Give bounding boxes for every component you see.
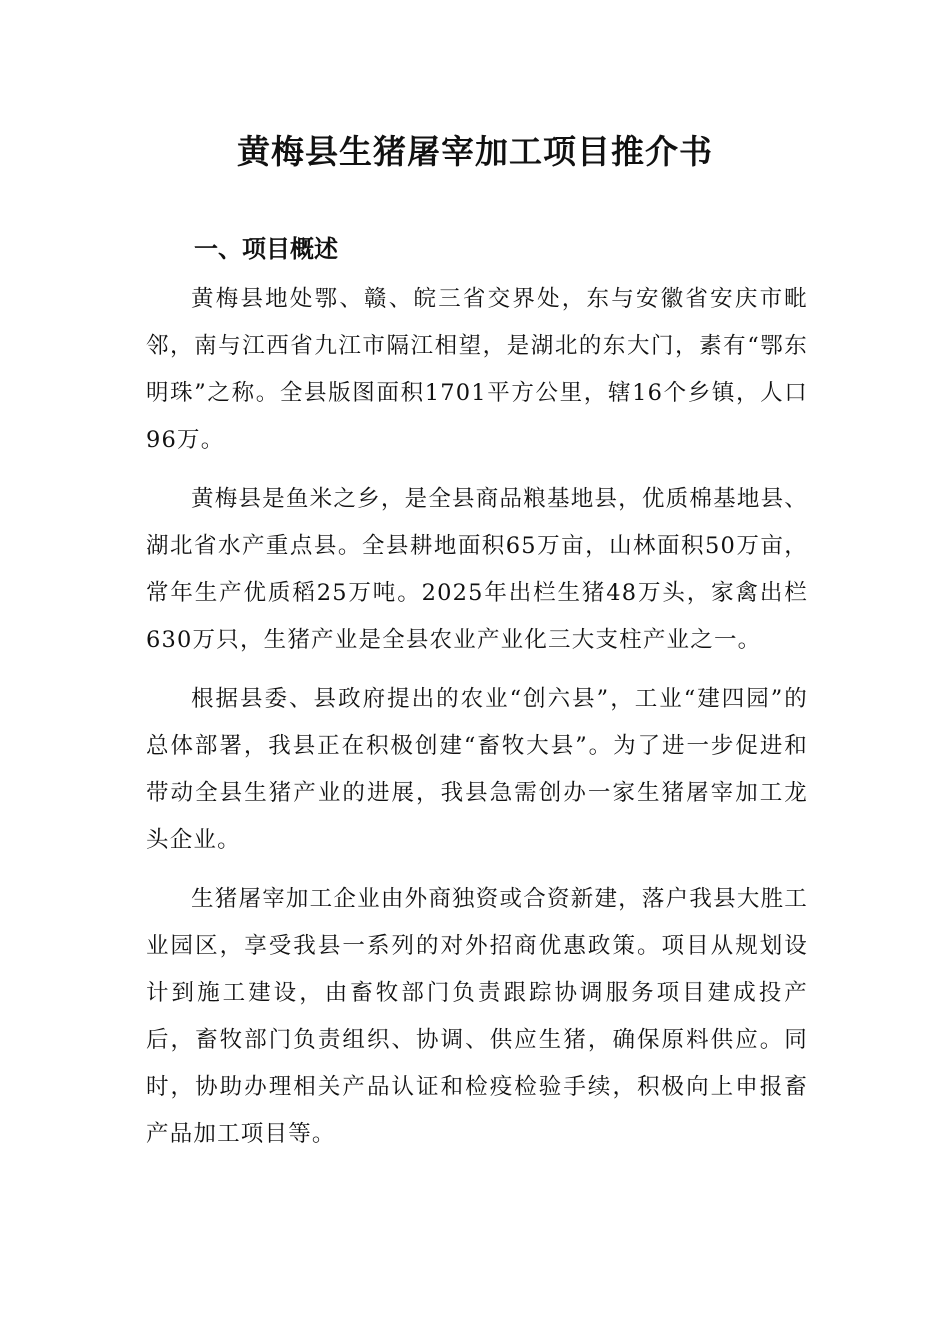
paragraph: 黄梅县地处鄂、赣、皖三省交界处，东与安徽省安庆市毗邻，南与江西省九江市隔江相望，是湖北的东大门，素有“鄂东明珠”之称。全县版图面积1701平方公里，辖16个乡镇，人口96万。 (146, 286, 808, 453)
document-body (146, 276, 808, 1170)
document-title: 黄梅县生猪屠宰加工项目推介书 (237, 132, 713, 171)
paragraph: 生猪屠宰加工企业由外商独资或合资新建，落户我县大胜工业园区，享受我县一系列的对外招商优惠政策。项目从规划设计到施工建设，由畜牧部门负责跟踪协调服务项目建成投产后，畜牧部门负责组织、协调、供应生猪，确保原料供应。同时，协助办理相关产品认证和检疫检验手续，积极向上申报畜产品加工项目等。 (146, 886, 808, 1147)
section-heading: 一、项目概述 (194, 235, 338, 263)
paragraph: 根据县委、县政府提出的农业“创六县”，工业“建四园”的总体部署，我县正在积极创建“畜牧大县”。为了进一步促进和带动全县生猪产业的进展，我县急需创办一家生猪屠宰加工龙头企业。 (146, 686, 808, 853)
paragraph: 黄梅县是鱼米之乡，是全县商品粮基地县，优质棉基地县、湖北省水产重点县。全县耕地面积65万亩，山林面积50万亩，常年生产优质稻25万吨。2025年出栏生猪48万头，家禽出栏630万只，生猪产业是全县农业产业化三大支柱产业之一。 (146, 486, 808, 653)
